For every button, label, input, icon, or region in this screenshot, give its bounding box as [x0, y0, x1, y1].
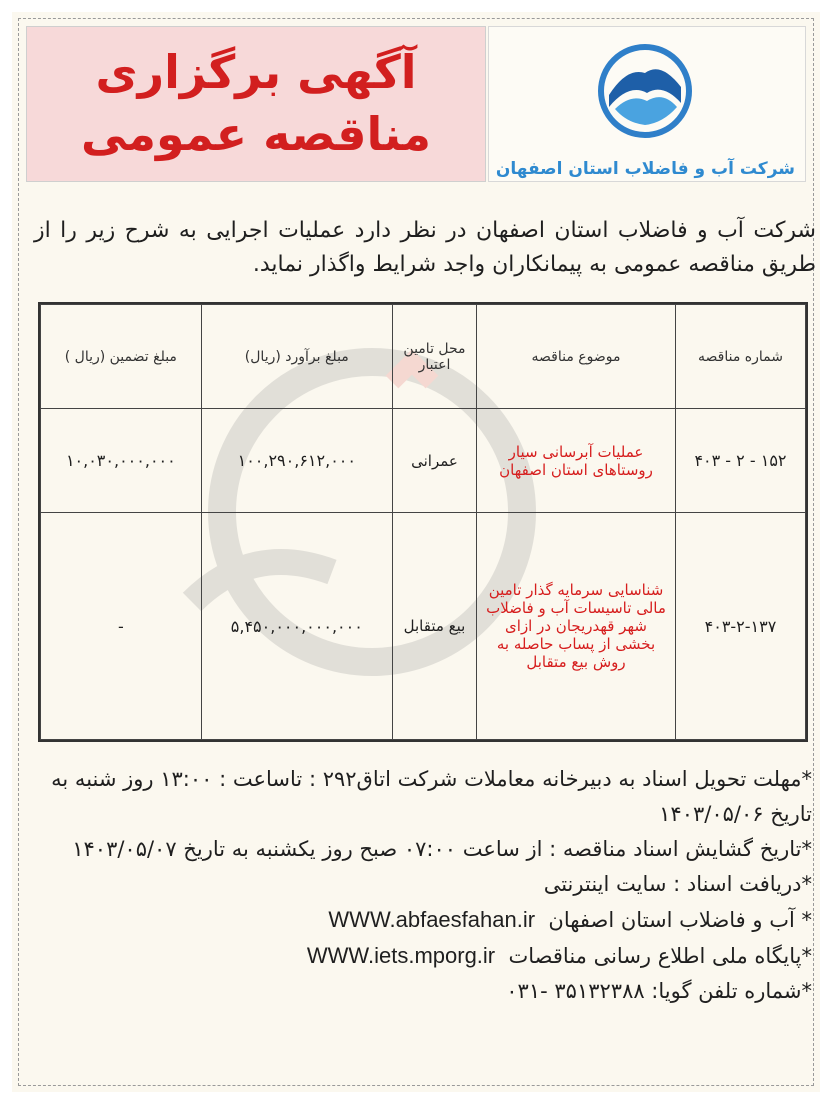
notes-section [30, 762, 812, 1009]
row1-subject: عملیات آبرسانی سیار روستاهای استان اصفهان [477, 409, 676, 513]
intro-paragraph: شرکت آب و فاضلاب استان اصفهان در نظر دارد عملیات اجرایی به شرح زیر را از طریق مناقصه عمومی به پیمانکاران واجد شرایط واگذار نماید. [34, 218, 816, 277]
table-row [41, 513, 806, 740]
header-subject: موضوع مناقصه [477, 305, 676, 409]
logo-box [488, 26, 806, 182]
company-name: شرکت آب و فاضلاب استان اصفهان [495, 159, 795, 179]
row2-estimate: ۵,۴۵۰,۰۰۰,۰۰۰,۰۰۰ [201, 513, 392, 740]
row1-number: ۱۵۲ - ۲ - ۴۰۳ [675, 409, 805, 513]
title-line-1: آگهی برگزاری [95, 45, 417, 99]
table-header-row [41, 305, 806, 409]
note-site2 [30, 938, 812, 974]
row2-subject: شناسایی سرمایه گذار تامین مالی تاسیسات آب و فاضلاب شهر قهدریجان در ازای بخشی از پساب حاصله به روش بیع متقابل [477, 513, 676, 740]
tender-table [38, 302, 808, 742]
header-funding: محل تامین اعتبار [392, 305, 476, 409]
header-estimate: مبلغ برآورد (ریال) [201, 305, 392, 409]
row2-funding: بیع متقابل [392, 513, 476, 740]
title-box [26, 26, 486, 182]
note-deadline: *مهلت تحویل اسناد به دبیرخانه معاملات شرکت اتاق۲۹۲ : تاساعت : ۱۳:۰۰ روز شنبه به تاریخ ۱۴۰۳/۰۵/۰۶ [51, 767, 812, 826]
row2-guarantee: - [41, 513, 202, 740]
row1-funding: عمرانی [392, 409, 476, 513]
title-line-2: مناقصه عمومی [80, 107, 431, 161]
water-company-logo-icon [597, 43, 693, 139]
site1-url-link[interactable]: WWW.abfaesfahan.ir [328, 907, 536, 932]
notice-frame [12, 12, 820, 1092]
header-number: شماره مناقصه [675, 305, 805, 409]
table-row [41, 409, 806, 513]
note-opening: *تاریخ گشایش اسناد مناقصه : از ساعت ۰۷:۰۰ صبح روز یکشنبه به تاریخ ۱۴۰۳/۰۵/۰۷ [72, 837, 812, 861]
site2-url-link[interactable]: WWW.iets.mporg.ir [306, 943, 496, 968]
row1-estimate: ۱۰۰,۲۹۰,۶۱۲,۰۰۰ [201, 409, 392, 513]
row2-number: ۴۰۳-۲-۱۳۷ [675, 513, 805, 740]
site1-label: * آب و فاضلاب استان اصفهان [548, 908, 812, 932]
note-phone: *شماره تلفن گویا: ۳۵۱۳۲۳۸۸ -۰۳۱ [506, 979, 812, 1003]
header-guarantee: مبلغ تضمین (ریال ) [41, 305, 202, 409]
site2-label: *پایگاه ملی اطلاع رسانی مناقصات [508, 944, 812, 968]
row1-guarantee: ۱۰,۰۳۰,۰۰۰,۰۰۰ [41, 409, 202, 513]
note-receive: *دریافت اسناد : سایت اینترنتی [543, 872, 812, 896]
note-site1 [30, 902, 812, 938]
